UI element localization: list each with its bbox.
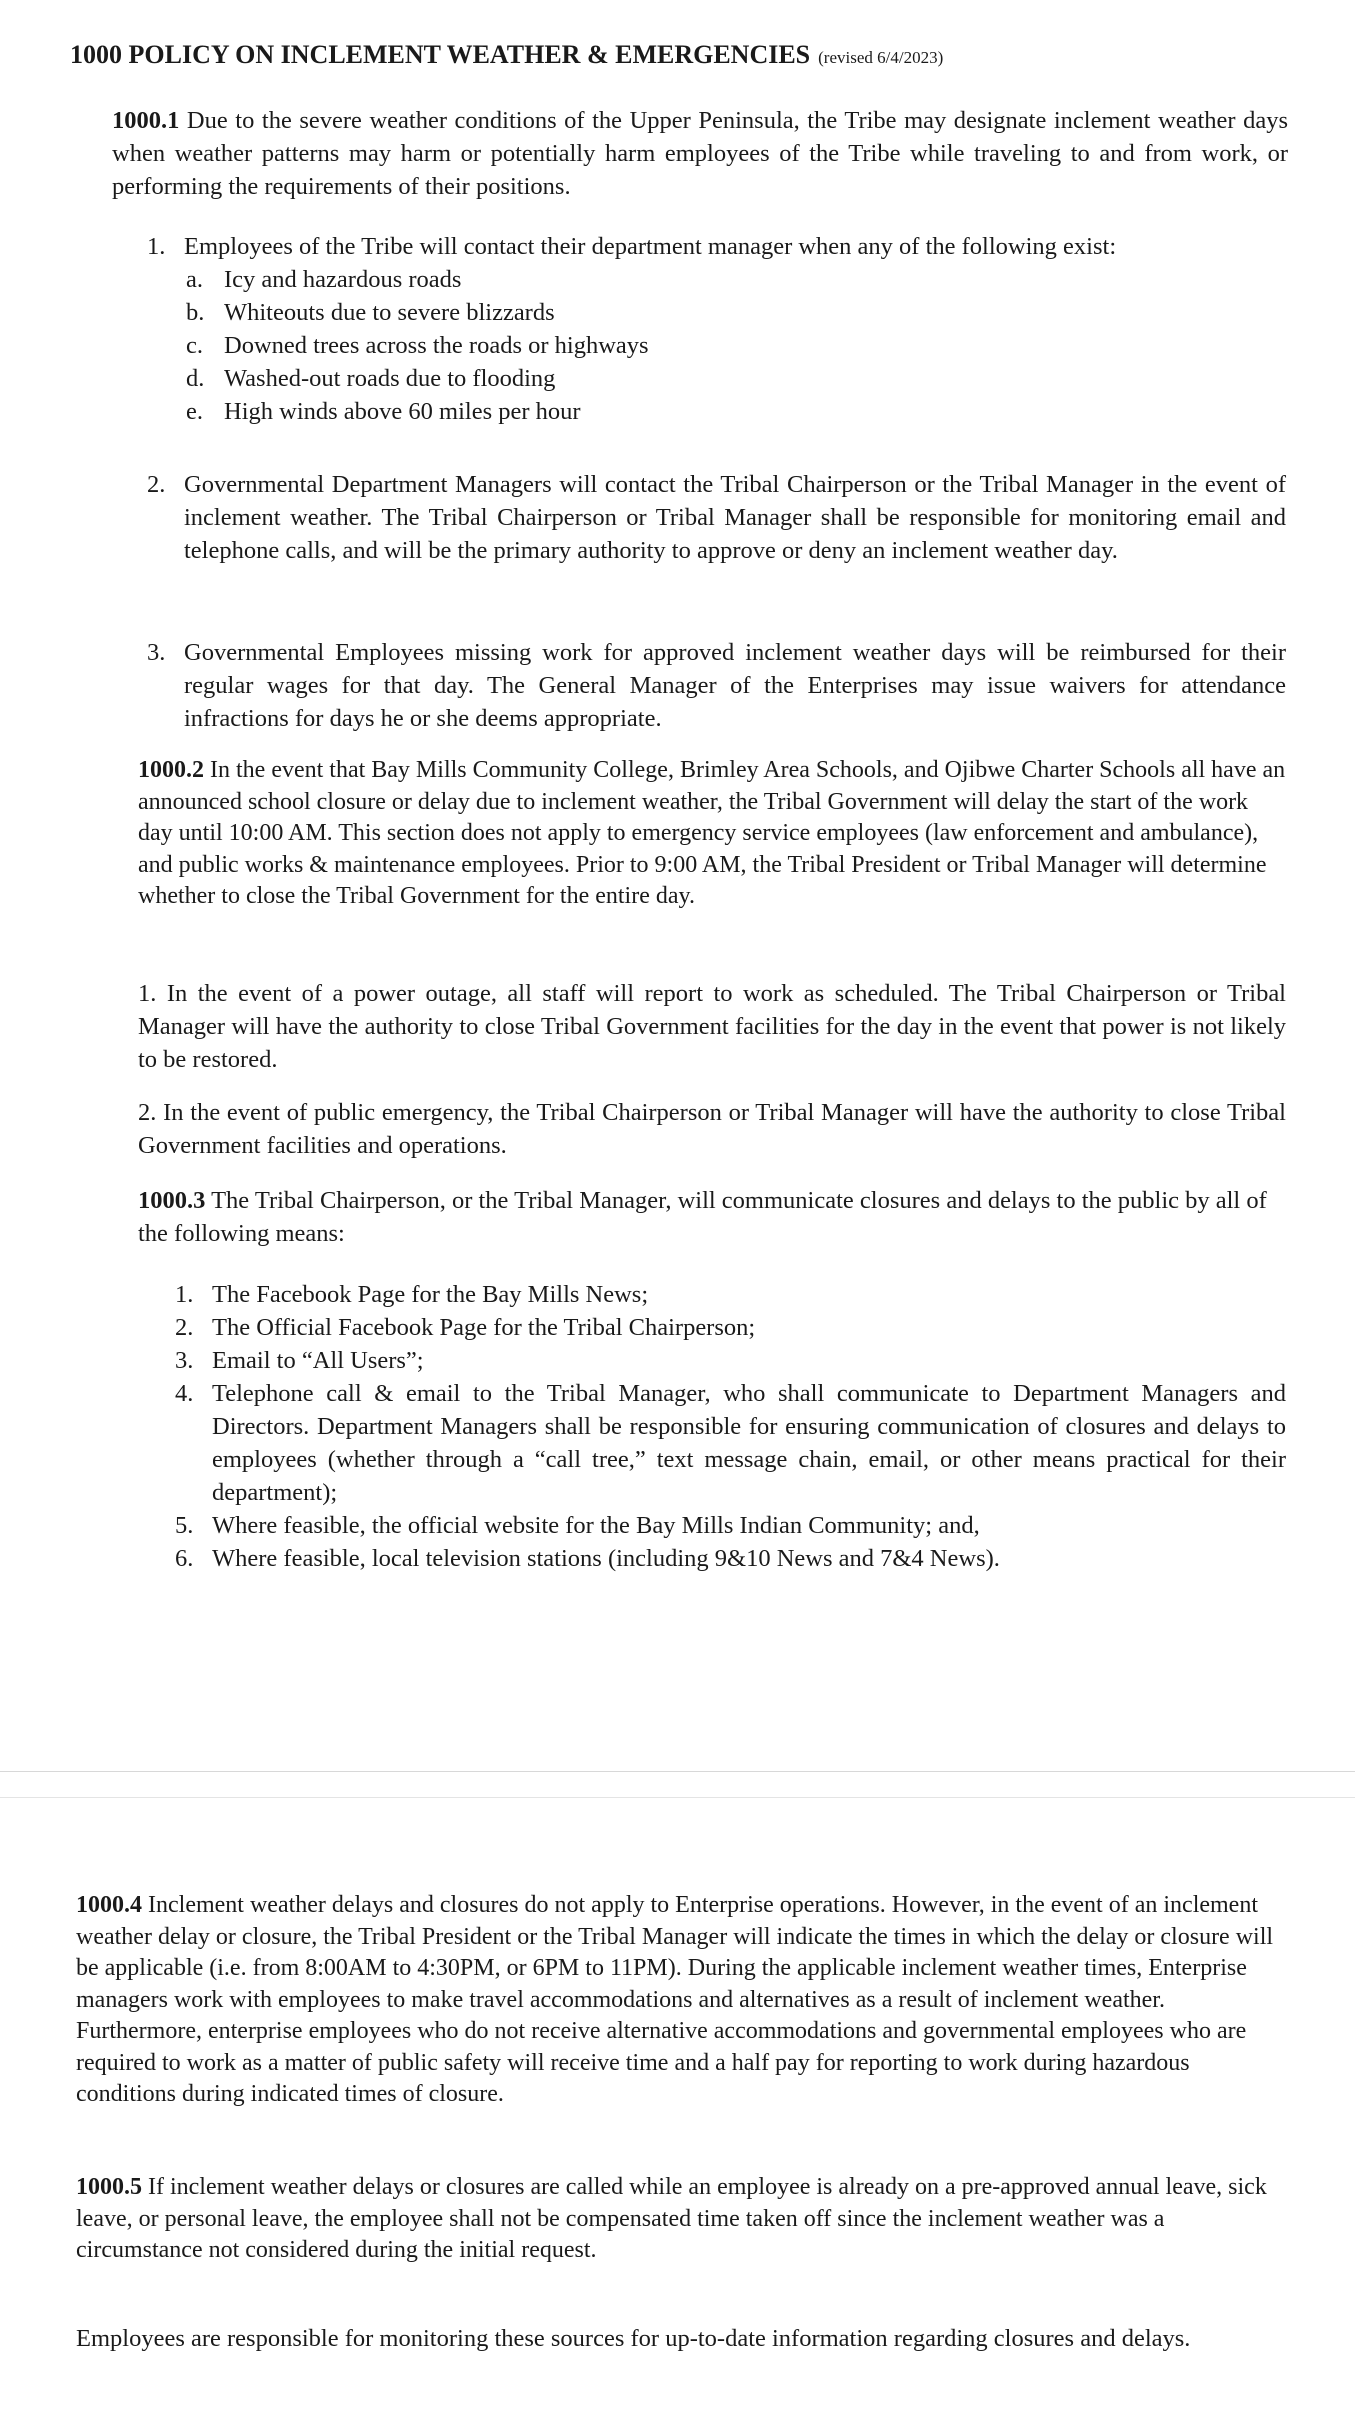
section-text: Inclement weather delays and closures do not apply to Enterprise operations. However, in the event of an inclement weather delay or closure, the Tribal President or the Tribal Manager will indicate the times in which the delay or closure will be applicable (i.e. from 8:00AM to 4:30PM, or 6PM to 11PM). During the applicable inclement weather times, Enterprise managers work with employees to make travel accommodations and alternatives as a result of inclement weather. Furthermore, enterprise employees who do not receive alternative accommodations and governmental employees who are required to work as a matter of public safety will receive time and a half pay for reporting to work during hazardous conditions during indicated times of closure. xyxy=(76,1892,1274,2107)
paragraph-text: 1. In the event of a power outage, all staff will report to work as scheduled. The Tribal Chairperson or Tribal Manager will have the authority to close Tribal Government facilities for the day in the event that power is not likely to be restored. xyxy=(138,980,1286,1073)
section-text: If inclement weather delays or closures are called while an employee is already on a pre-approved annual leave, sick leave, or personal leave, the employee shall not be compensated time taken off since the inclement weather was a circumstance not considered during the initial request. xyxy=(76,2174,1267,2263)
list-item xyxy=(147,230,1288,263)
item-text: Governmental Employees missing work for approved inclement weather days will be reimbursed for their regular wages for that day. The General Manager of the Enterprises may issue waivers for attendance infractions for days he or she deems appropriate. xyxy=(184,639,1286,732)
item-marker: 2. xyxy=(175,1314,194,1341)
sub-marker: b. xyxy=(186,299,205,326)
section-1000-2 xyxy=(138,755,1286,913)
sub-marker: d. xyxy=(186,365,205,392)
item-marker: 6. xyxy=(175,1545,194,1572)
sub-text: Downed trees across the roads or highways xyxy=(224,332,649,359)
section-number: 1000.3 xyxy=(138,1187,206,1214)
list-item xyxy=(147,468,1286,567)
closing-text: Employees are responsible for monitoring these sources for up-to-date information regarding closures and delays. xyxy=(76,2325,1191,2352)
section-number: 1000.2 xyxy=(138,757,204,783)
sub-text: High winds above 60 miles per hour xyxy=(224,398,581,425)
item-text: The Official Facebook Page for the Tribal Chairperson; xyxy=(212,1314,756,1341)
sub-marker: e. xyxy=(186,398,203,425)
section-1000-5 xyxy=(76,2172,1290,2267)
list-item xyxy=(147,636,1286,735)
item-text: Email to “All Users”; xyxy=(212,1347,424,1374)
item-text: Telephone call & email to the Tribal Manager, who shall communicate to Department Managers and Directors. Department Managers shall be responsible for ensuring communication of closures and delays to employees (whether through a “call tree,” text message chain, email, or other means practical for their department); xyxy=(212,1380,1286,1506)
section-1000-1 xyxy=(112,104,1288,203)
item-marker: 2. xyxy=(147,471,166,498)
item-text: Governmental Department Managers will contact the Tribal Chairperson or the Tribal Manager in the event of inclement weather. The Tribal Chairperson or Tribal Manager shall be responsible for monitoring email and telephone calls, and will be the primary authority to approve or deny an inclement weather day. xyxy=(184,471,1286,564)
sub-marker: a. xyxy=(186,266,203,293)
list-item xyxy=(175,1509,1286,1542)
page-break-line xyxy=(0,1797,1355,1798)
item-marker: 1. xyxy=(175,1281,194,1308)
sub-list-item xyxy=(186,329,1224,362)
paragraph-text: 2. In the event of public emergency, the Tribal Chairperson or Tribal Manager will have the authority to close Tribal Government facilities and operations. xyxy=(138,1099,1286,1159)
section-number: 1000.5 xyxy=(76,2174,142,2200)
item-marker: 5. xyxy=(175,1512,194,1539)
item-text: The Facebook Page for the Bay Mills News; xyxy=(212,1281,649,1308)
item-marker: 3. xyxy=(147,639,166,666)
section-text: In the event that Bay Mills Community College, Brimley Area Schools, and Ojibwe Charter Schools all have an announced school closure or delay due to inclement weather, the Tribal Government will delay the start of the work day until 10:00 AM. This section does not apply to emergency service employees (law enforcement and ambulance), and public works & maintenance employees. Prior to 9:00 AM, the Tribal President or Tribal Manager will determine whether to close the Tribal Government for the entire day. xyxy=(138,757,1286,909)
revised-date: (revised 6/4/2023) xyxy=(818,48,944,67)
list-item xyxy=(175,1278,1286,1311)
title-text: 1000 POLICY ON INCLEMENT WEATHER & EMERGENCIES xyxy=(70,40,811,69)
page-break-line xyxy=(0,1771,1355,1772)
sub-list-item xyxy=(186,362,1224,395)
section-text: The Tribal Chairperson, or the Tribal Manager, will communicate closures and delays to the public by all of the following means: xyxy=(138,1187,1267,1247)
closing-paragraph xyxy=(76,2322,1290,2355)
section-1000-3 xyxy=(138,1184,1286,1250)
section-1000-4 xyxy=(76,1890,1290,2111)
item-text: Where feasible, the official website for the Bay Mills Indian Community; and, xyxy=(212,1512,980,1539)
item-text: Where feasible, local television stations (including 9&10 News and 7&4 News). xyxy=(212,1545,1000,1572)
section-1000-2-para-2 xyxy=(138,1096,1286,1162)
sub-text: Washed-out roads due to flooding xyxy=(224,365,556,392)
sub-text: Icy and hazardous roads xyxy=(224,266,462,293)
sub-list xyxy=(186,263,1224,428)
sub-list-item xyxy=(186,296,1224,329)
sub-text: Whiteouts due to severe blizzards xyxy=(224,299,555,326)
section-text: Due to the severe weather conditions of the Upper Peninsula, the Tribe may designate inclement weather days when weather patterns may harm or potentially harm employees of the Tribe while traveling to and from work, or performing the requirements of their positions. xyxy=(112,107,1288,200)
section-number: 1000.4 xyxy=(76,1892,142,1918)
policy-title xyxy=(70,38,943,75)
section-number: 1000.1 xyxy=(112,107,180,134)
item-marker: 3. xyxy=(175,1347,194,1374)
sub-list-item xyxy=(186,395,1224,428)
item-text: Employees of the Tribe will contact their department manager when any of the following exist: xyxy=(184,233,1117,260)
list-item xyxy=(175,1344,1286,1377)
list-item xyxy=(175,1377,1286,1509)
list-item xyxy=(175,1542,1286,1575)
section-1000-2-para-1 xyxy=(138,977,1286,1076)
means-list xyxy=(175,1278,1286,1575)
item-marker: 1. xyxy=(147,233,166,260)
sub-list-item xyxy=(186,263,1224,296)
sub-marker: c. xyxy=(186,332,203,359)
item-marker: 4. xyxy=(175,1380,194,1407)
list-item xyxy=(175,1311,1286,1344)
